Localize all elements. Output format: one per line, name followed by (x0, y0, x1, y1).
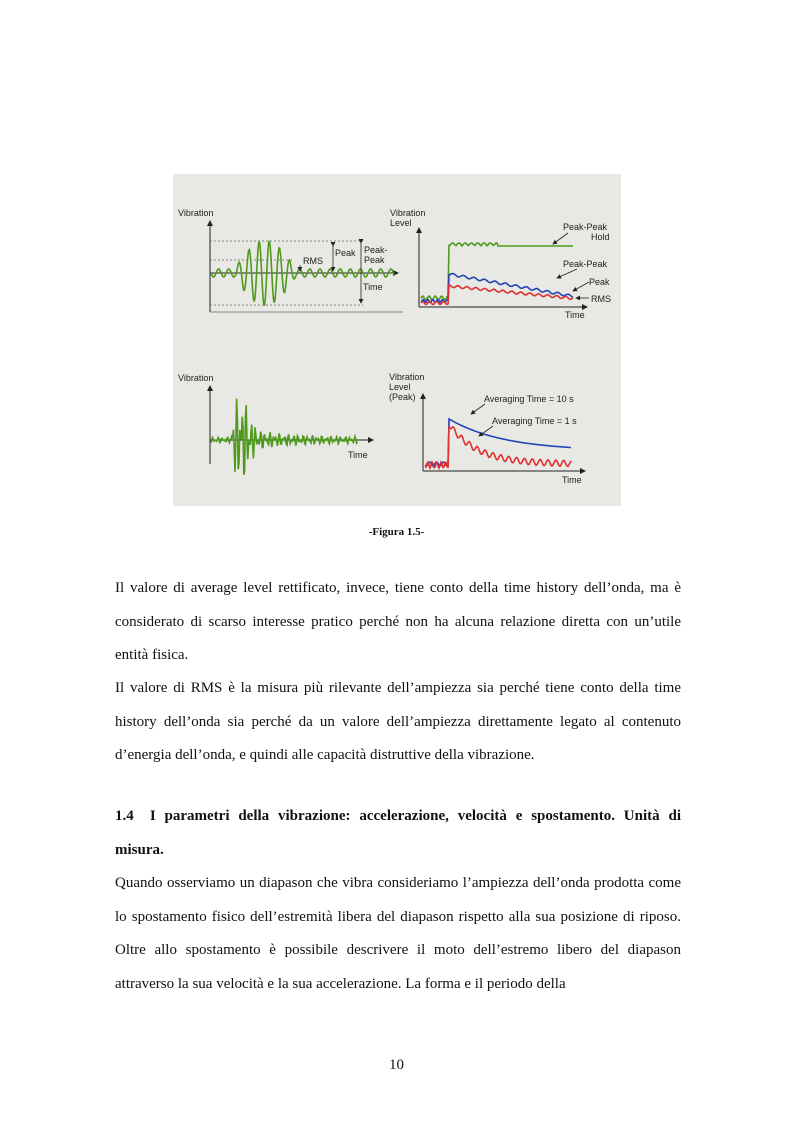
panel-b (390, 208, 611, 320)
panel-d (389, 372, 585, 485)
panel-a-pp-label-2: Peak (364, 255, 385, 265)
panel-b-rms-trace (421, 285, 573, 305)
panel-b-peak-label: Peak (589, 277, 610, 287)
paragraph-1: Il valore di average level rettificato, invece, tiene conto della time history dell’onda, ma è considerato di scarso interesse pratico perché non ha alcuna relazione diretta con un’utile entità fisica. (115, 580, 681, 663)
vibration-figure (173, 174, 621, 506)
panel-a-time-label: Time (363, 282, 383, 292)
panel-d-ylabel-3: (Peak) (389, 392, 416, 402)
panel-a (178, 208, 403, 312)
panel-a-peak-label: Peak (335, 248, 356, 258)
section-title: I parametri della vibrazione: accelerazione, velocità e spostamento. Unità di misura. (115, 808, 681, 858)
section-number: 1.4 (115, 808, 134, 824)
panel-b-rms-label: RMS (591, 294, 611, 304)
panel-c-ylabel: Vibration (178, 373, 214, 383)
page-number: 10 (389, 1057, 404, 1073)
paragraph-2: Il valore di RMS è la misura più rilevante dell’ampiezza sia perché tiene conto della time history dell’onda sia perché da un valore dell’ampiezza direttamente legato al contenuto d’energia dell’onda, e quindi alle capacità distruttive della vibrazione. (115, 680, 681, 763)
panel-d-1s-trace (425, 426, 571, 468)
panel-c (178, 373, 373, 475)
panel-b-pp-label: Peak-Peak (563, 259, 608, 269)
panel-d-ylabel-2: Level (389, 382, 411, 392)
panel-d-ylabel-1: Vibration (389, 372, 425, 382)
panel-c-time-label: Time (348, 450, 368, 460)
panel-a-pp-label-1: Peak- (364, 245, 388, 255)
panel-a-rms-label: RMS (303, 256, 323, 266)
panel-b-ylabel-2: Level (390, 218, 412, 228)
section-heading (115, 800, 681, 867)
panel-b-time-label: Time (565, 310, 585, 320)
panel-b-hold-label-1: Peak-Peak (563, 222, 608, 232)
panel-a-ylabel: Vibration (178, 208, 214, 218)
panel-c-waveform (211, 399, 357, 475)
panel-b-hold-label-2: Hold (591, 232, 610, 242)
panel-d-time-label: Time (562, 475, 582, 485)
figure-svg (173, 174, 621, 506)
panel-b-ylabel-1: Vibration (390, 208, 426, 218)
panel-d-avg10-label: Averaging Time = 10 s (484, 394, 574, 404)
panel-d-avg1-label: Averaging Time = 1 s (492, 416, 577, 426)
paragraph-3: Quando osserviamo un diapason che vibra consideriamo l’ampiezza dell’onda prodotta come lo spostamento fisico dell’estremità libera del diapason rispetto alla sua posizione di riposo. Oltre allo spostamento è possibile descrivere il moto dell’estremo libero del diapason attraverso la sua velocità e la sua accelerazione. La forma e il periodo della (115, 875, 681, 992)
figure-caption: -Figura 1.5- (368, 526, 425, 538)
